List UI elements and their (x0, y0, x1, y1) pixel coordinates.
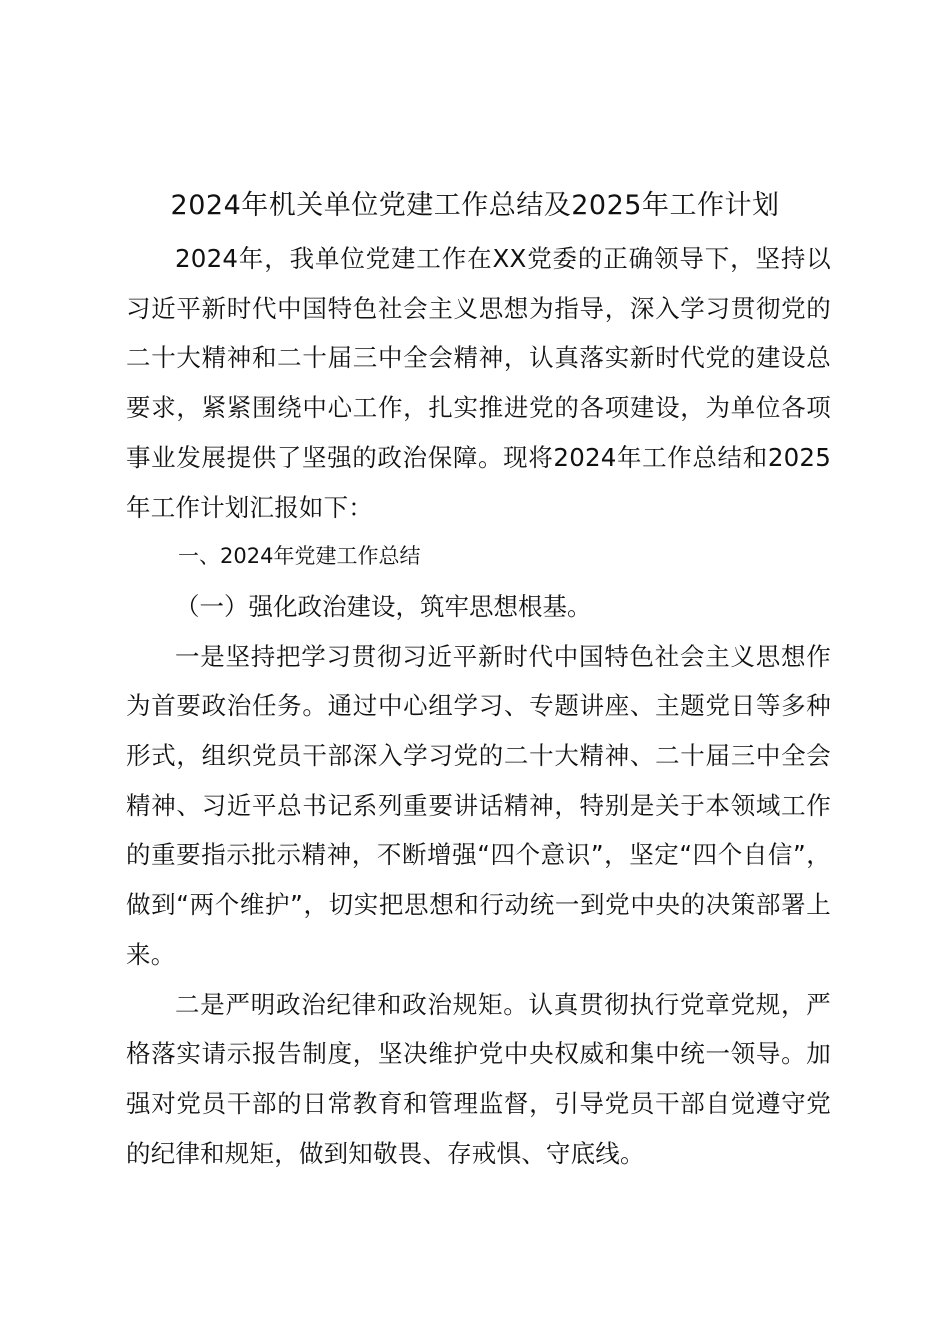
point-one-paragraph: 一是坚持把学习贯彻习近平新时代中国特色社会主义思想作为首要政治任务。通过中心组学习、专题讲座、主题党日等多种形式，组织党员干部深入学习党的二十大精神、二十届三中全会精神、习近平总书记系列重要讲话精神，特别是关于本领域工作的重要指示批示精神，不断增强“四个意识”，坚定“四个自信”，做到“两个维护”，切实把思想和行动统一到党中央的决策部署上来。 (126, 641, 831, 969)
section-heading: 一、2024年党建工作总结 (178, 544, 421, 569)
intro-paragraph: 2024年，我单位党建工作在XX党委的正确领导下，坚持以习近平新时代中国特色社会主义思想为指导，深入学习贯彻党的二十大精神和二十届三中全会精神，认真落实新时代党的建设总要求，紧紧围绕中心工作，扎实推进党的各项建设，为单位各项事业发展提供了坚强的政治保障。现将2024年工作总结和2025年工作计划汇报如下： (126, 244, 831, 522)
document-body (126, 234, 831, 1178)
point-two-paragraph: 二是严明政治纪律和政治规矩。认真贯彻执行党章党规，严格落实请示报告制度，坚决维护党中央权威和集中统一领导。加强对党员干部的日常教育和管理监督，引导党员干部自觉遵守党的纪律和规矩，做到知敬畏、存戒惧、守底线。 (126, 989, 831, 1168)
subsection-heading: （一）强化政治建设，筑牢思想根基。 (175, 591, 592, 621)
document-title: 2024年机关单位党建工作总结及2025年工作计划 (170, 190, 780, 221)
